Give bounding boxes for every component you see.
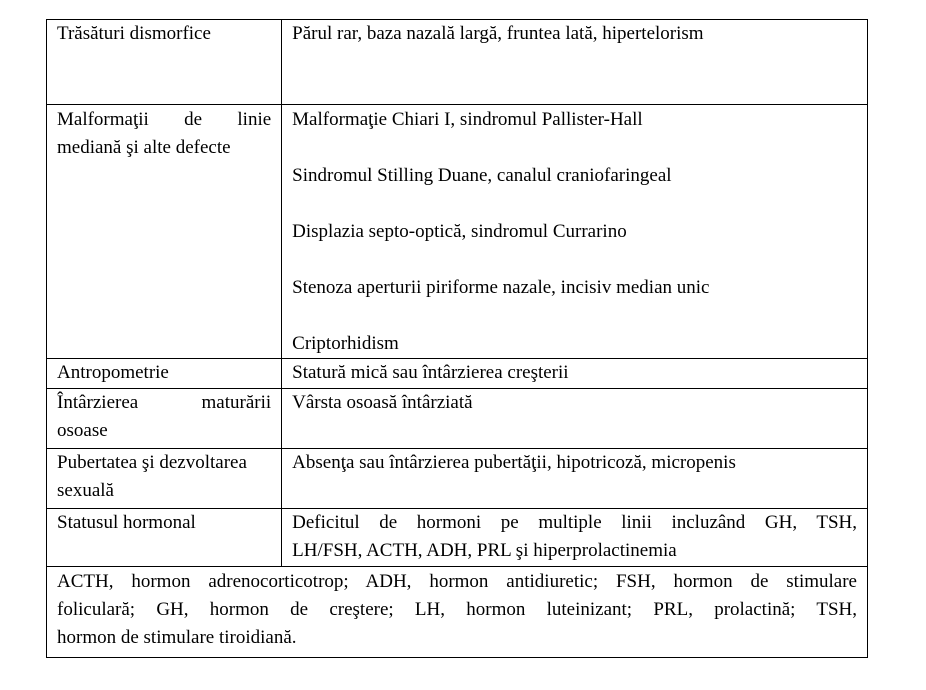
row-content <box>282 20 868 105</box>
row-label <box>47 389 282 449</box>
footnote-line: hormon de stimulare tiroidiană. <box>57 627 297 648</box>
table-row <box>47 509 868 567</box>
row-label-text: Antropometrie <box>57 362 169 383</box>
table-row <box>47 20 868 105</box>
row-content <box>282 509 868 567</box>
row-label-text: Statusul hormonal <box>57 512 196 533</box>
table-row <box>47 449 868 509</box>
row-label-text: Trăsături dismorfice <box>57 23 211 44</box>
row-content <box>282 389 868 449</box>
row-content-line: Criptorhidism <box>292 333 399 354</box>
table-footnote <box>47 567 868 658</box>
row-content-line: Stenoza aperturii piriforme nazale, incisiv median unic <box>292 277 710 298</box>
row-content-line: LH/FSH, ACTH, ADH, PRL şi hiperprolactinemia <box>292 540 677 561</box>
row-content-text: Statură mică sau întârzierea creşterii <box>292 362 569 383</box>
table-row <box>47 359 868 389</box>
row-content-line: Sindromul Stilling Duane, canalul craniofaringeal <box>292 165 672 186</box>
footnote-line: foliculară; GH, hormon de creştere; LH, hormon luteinizant; PRL, prolactină; TSH, <box>57 599 857 620</box>
row-content-text: Absenţa sau întârzierea pubertăţii, hipotricoză, micropenis <box>292 452 736 473</box>
row-label <box>47 105 282 359</box>
row-label <box>47 509 282 567</box>
row-label <box>47 449 282 509</box>
row-content-line: Deficitul de hormoni pe multiple linii incluzând GH, TSH, <box>292 512 857 533</box>
row-content-text: Părul rar, baza nazală largă, fruntea lată, hipertelorism <box>292 23 704 44</box>
row-label-line: mediană şi alte defecte <box>57 137 231 158</box>
row-label <box>47 20 282 105</box>
row-content <box>282 359 868 389</box>
row-label-line: sexuală <box>57 480 114 501</box>
row-content-line: Malformaţie Chiari I, sindromul Pallister-Hall <box>292 109 643 130</box>
row-label-line: Întârzierea maturării <box>57 392 272 413</box>
table-row <box>47 105 868 359</box>
table-footnote-row <box>47 567 868 658</box>
footnote-line: ACTH, hormon adrenocorticotrop; ADH, hormon antidiuretic; FSH, hormon de stimulare <box>57 571 857 592</box>
clinical-features-table <box>46 19 868 658</box>
row-content <box>282 449 868 509</box>
row-label <box>47 359 282 389</box>
row-content-text: Vârsta osoasă întârziată <box>292 392 473 413</box>
row-label-line: osoase <box>57 420 108 441</box>
row-content-line: Displazia septo-optică, sindromul Currarino <box>292 221 627 242</box>
table-row <box>47 389 868 449</box>
row-label-line: Pubertatea şi dezvoltarea <box>57 452 247 473</box>
row-content <box>282 105 868 359</box>
row-label-line: Malformaţii de linie <box>57 109 272 130</box>
